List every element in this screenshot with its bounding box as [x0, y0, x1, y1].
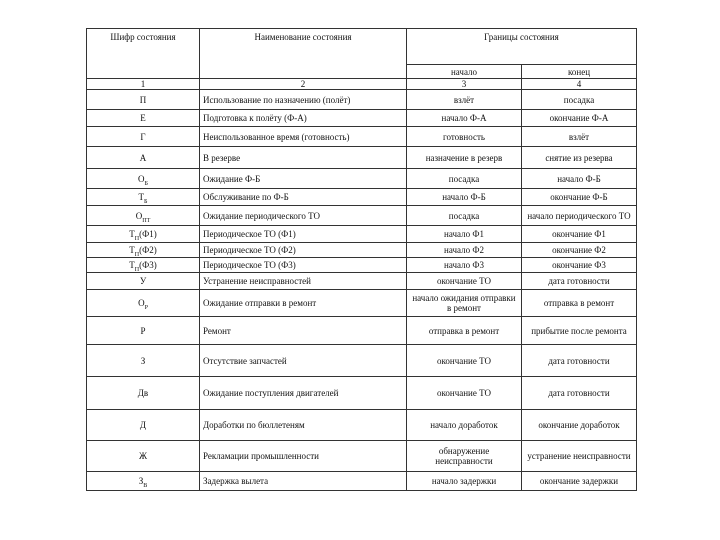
table-row [87, 206, 637, 226]
state-name: Периодическое ТО (Ф3) [200, 258, 407, 273]
table-row [87, 243, 637, 258]
state-code [87, 243, 200, 258]
table-row [87, 127, 637, 147]
state-code [87, 258, 200, 273]
state-code-subscript: В [143, 482, 148, 489]
state-code-letter: У [139, 276, 147, 286]
state-end: окончание Ф-Б [522, 189, 637, 206]
col-number-3: 3 [407, 79, 522, 90]
state-end: дата готовности [522, 377, 637, 410]
state-code-letter: Е [140, 113, 146, 123]
state-code [87, 226, 200, 243]
table-row [87, 290, 637, 317]
state-start: окончание ТО [407, 345, 522, 377]
state-end: устранение неисправности [522, 441, 637, 472]
state-start: готовность [407, 127, 522, 147]
state-code-letter: А [139, 152, 147, 163]
state-code [87, 169, 200, 189]
state-end: отправка в ремонт [522, 290, 637, 317]
state-name: В резерве [200, 147, 407, 169]
header-end: конец [522, 65, 637, 79]
col-number-1: 1 [87, 79, 200, 90]
state-code-letter: О [138, 173, 145, 184]
state-code [87, 410, 200, 441]
state-code-subscript: Б [144, 180, 148, 187]
state-code-suffix: (Ф2) [139, 245, 157, 255]
state-code [87, 206, 200, 226]
state-end: окончание Ф3 [522, 258, 637, 273]
state-code [87, 441, 200, 472]
state-name: Периодическое ТО (Ф2) [200, 243, 407, 258]
col-number-2: 2 [200, 79, 407, 90]
table-row [87, 377, 637, 410]
state-start: обнаружение неисправности [407, 441, 522, 472]
state-end: дата готовности [522, 273, 637, 290]
table-row [87, 345, 637, 377]
state-code [87, 273, 200, 290]
state-name: Ожидание периодического ТО [200, 206, 407, 226]
state-code-subscript: Р [144, 304, 148, 311]
table-row [87, 90, 637, 110]
state-name: Использование по назначению (полёт) [200, 90, 407, 110]
state-start: начало доработок [407, 410, 522, 441]
state-end: окончание доработок [522, 410, 637, 441]
state-code [87, 317, 200, 345]
state-end: снятие из резерва [522, 147, 637, 169]
header-bounds: Границы состояния [407, 29, 637, 65]
state-name: Ожидание поступления двигателей [200, 377, 407, 410]
state-code-letter: Д [139, 420, 147, 430]
state-name: Неиспользованное время (готовность) [200, 127, 407, 147]
state-code-letter: П [139, 94, 147, 105]
state-code [87, 147, 200, 169]
state-end: окончание задержки [522, 472, 637, 491]
state-start: начало ожидания отправки в ремонт [407, 290, 522, 317]
state-name: Рекламации промышленности [200, 441, 407, 472]
state-name: Задержка вылета [200, 472, 407, 491]
state-code [87, 90, 200, 110]
table-row [87, 169, 637, 189]
state-code-subscript: Б [144, 198, 148, 205]
table-row [87, 226, 637, 243]
state-start: взлёт [407, 90, 522, 110]
state-start: окончание ТО [407, 273, 522, 290]
state-end: окончание Ф2 [522, 243, 637, 258]
state-start: окончание ТО [407, 377, 522, 410]
state-code [87, 472, 200, 491]
state-code [87, 189, 200, 206]
state-name: Ожидание отправки в ремонт [200, 290, 407, 317]
state-end: начало Ф-Б [522, 169, 637, 189]
state-start: назначение в резерв [407, 147, 522, 169]
table-row [87, 410, 637, 441]
state-start: начало задержки [407, 472, 522, 491]
state-code-letter: Т [129, 229, 135, 239]
table-row [87, 273, 637, 290]
state-end: дата готовности [522, 345, 637, 377]
state-start: начало Ф1 [407, 226, 522, 243]
state-end: взлёт [522, 127, 637, 147]
table-row [87, 472, 637, 491]
state-code-letter: З [138, 476, 144, 486]
table-row [87, 189, 637, 206]
state-name: Обслуживание по Ф-Б [200, 189, 407, 206]
state-code-subscript: П [134, 235, 140, 242]
state-code [87, 110, 200, 127]
state-code-letter: О [138, 298, 145, 308]
state-code-suffix: (Ф1) [139, 229, 157, 239]
state-code [87, 290, 200, 317]
table-row [87, 110, 637, 127]
state-code-letter: Т [129, 245, 135, 255]
states-table [86, 28, 637, 491]
state-end: посадка [522, 90, 637, 110]
state-name: Ожидание Ф-Б [200, 169, 407, 189]
table-row [87, 441, 637, 472]
header-code: Шифр состояния [87, 29, 200, 79]
state-code [87, 377, 200, 410]
state-end: окончание Ф1 [522, 226, 637, 243]
state-code-letter: Г [140, 131, 146, 142]
state-code-letter: Ж [138, 451, 148, 461]
state-code-letter: Т [138, 192, 145, 202]
state-code-subscript: ПТ [142, 217, 151, 224]
state-code-letter: О [135, 210, 143, 221]
state-code-letter: З [140, 355, 146, 366]
state-code [87, 345, 200, 377]
state-code-suffix: (Ф3) [139, 260, 157, 270]
state-name: Доработки по бюллетеням [200, 410, 407, 441]
col-number-4: 4 [522, 79, 637, 90]
state-start: начало Ф-Б [407, 189, 522, 206]
header-name: Наименование состояния [200, 29, 407, 79]
state-code-subscript: П [134, 251, 140, 258]
table-row [87, 317, 637, 345]
state-code-letter: Дв [137, 388, 149, 398]
state-name: Отсутствие запчастей [200, 345, 407, 377]
numbering-row [87, 79, 637, 90]
state-name: Ремонт [200, 317, 407, 345]
state-start: посадка [407, 169, 522, 189]
table-row [87, 258, 637, 273]
state-end: начало периодического ТО [522, 206, 637, 226]
table-row [87, 147, 637, 169]
state-code-letter: Т [129, 260, 135, 270]
state-start: посадка [407, 206, 522, 226]
state-name: Подготовка к полёту (Ф-А) [200, 110, 407, 127]
state-name: Устранение неисправностей [200, 273, 407, 290]
state-code-letter: Р [140, 325, 146, 336]
header-start: начало [407, 65, 522, 79]
state-start: начало Ф3 [407, 258, 522, 273]
state-code [87, 127, 200, 147]
state-end: прибытие после ремонта [522, 317, 637, 345]
state-start: отправка в ремонт [407, 317, 522, 345]
state-start: начало Ф-А [407, 110, 522, 127]
header-row [87, 29, 637, 65]
state-end: окончание Ф-А [522, 110, 637, 127]
state-start: начало Ф2 [407, 243, 522, 258]
state-code-subscript: П [134, 266, 140, 273]
state-name: Периодическое ТО (Ф1) [200, 226, 407, 243]
